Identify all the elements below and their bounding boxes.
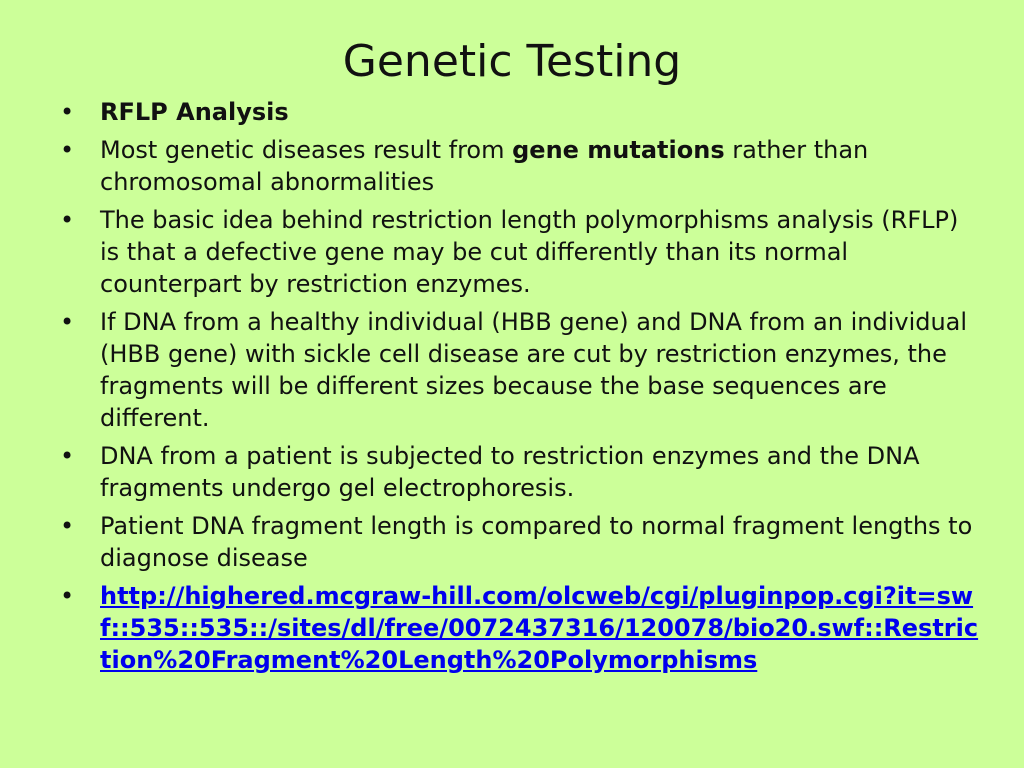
bullet-marker: • (60, 582, 75, 610)
bullet-text: If DNA from a healthy individual (HBB gene) and DNA from an individual (HBB gene) with sickle cell disease are cut by restriction enzymes, the fragments will be different sizes because the base sequences are different. (100, 308, 968, 432)
bullet-fragment-length (60, 510, 980, 574)
slide-title: Genetic Testing (342, 36, 682, 87)
bullet-bold-text: gene mutations (512, 136, 725, 164)
bullet-text: The basic idea behind restriction length polymorphisms analysis (RFLP) is that a defective gene may be cut differently than its normal counterpart by restriction enzymes. (100, 206, 959, 298)
bullet-link (60, 580, 980, 676)
bullet-rflp-basic-idea (60, 204, 980, 300)
bullet-list (60, 96, 980, 682)
bullet-rflp-analysis (60, 96, 980, 128)
bullet-marker: • (60, 308, 75, 336)
bullet-heading: RFLP Analysis (100, 98, 289, 126)
bullet-text: Patient DNA fragment length is compared to normal fragment lengths to diagnose disease (100, 512, 973, 572)
bullet-marker: • (60, 206, 75, 234)
bullet-marker: • (60, 136, 75, 164)
bullet-text-after: rather than chromosomal abnormalities (100, 136, 869, 196)
bullet-text-before: Most genetic diseases result from (100, 136, 513, 164)
bullet-marker: • (60, 442, 75, 470)
bullet-gene-mutations (60, 134, 980, 198)
bullet-marker: • (60, 98, 75, 126)
bullet-text: DNA from a patient is subjected to restriction enzymes and the DNA fragments undergo gel electrophoresis. (100, 442, 920, 502)
bullet-marker: • (60, 512, 75, 540)
bullet-hbb-gene (60, 306, 980, 434)
bullet-gel-electrophoresis (60, 440, 980, 504)
rflp-animation-link[interactable]: http://highered.mcgraw-hill.com/olcweb/cgi/pluginpop.cgi?it=swf::535::535::/sites/dl/free/0072437316/120078/bio20.swf::Restriction%20Fragment%20Length%20Polymorphisms (100, 582, 979, 674)
